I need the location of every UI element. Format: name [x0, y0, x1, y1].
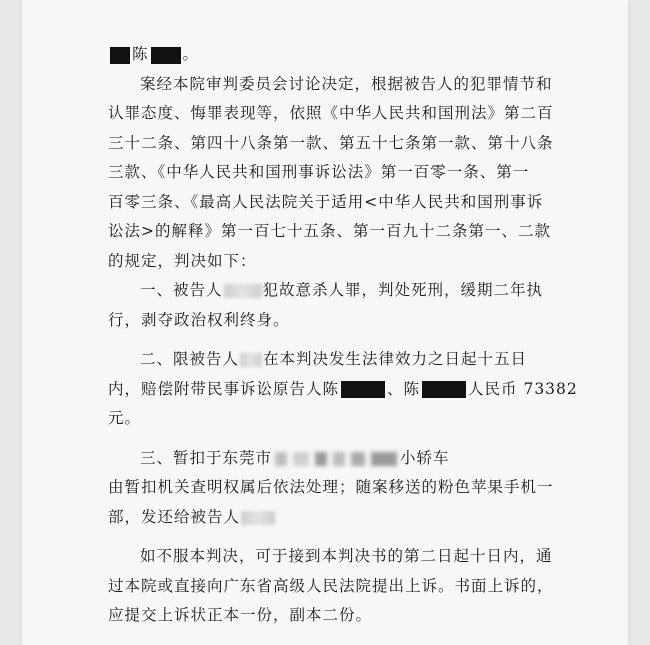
- appeal-line: 应提交上诉状正本一份，副本二份。: [108, 606, 373, 624]
- redaction-block: [110, 47, 130, 64]
- judgment-text: [108, 40, 578, 631]
- paragraph-line: 认罪态度、悔罪表现等，依照《中华人民共和国刑法》第二百: [108, 104, 554, 122]
- paragraph-line: 内，赔偿附带民事诉讼原告人陈 、陈 人民币 73382: [108, 379, 578, 398]
- blurred-plate: [293, 452, 309, 466]
- verdict-item-2: 二、限被告人 在本判决发生法律效力之日起十五日: [140, 350, 528, 368]
- redaction-block: [341, 381, 385, 398]
- paragraph-line: 案经本院审判委员会讨论决定，根据被告人的犯罪情节和: [140, 74, 553, 93]
- verdict-item-3: 三、暂扣于东莞市 小轿车: [140, 448, 450, 467]
- blurred-plate: [333, 452, 345, 466]
- blurred-plate: [351, 452, 365, 466]
- header-line: 陈 。: [108, 40, 540, 70]
- paragraph-line: 由暂扣机关查明权属后依法处理；随案移送的粉色苹果手机一: [108, 478, 554, 496]
- blurred-name: [241, 511, 275, 525]
- redaction-block: [422, 381, 466, 398]
- paragraph-line: 的规定，判决如下：: [108, 251, 257, 270]
- paragraph-line: 行，剥夺政治权利终身。: [108, 310, 290, 329]
- paragraph-line: 元。: [108, 409, 142, 427]
- surname-text: 陈: [132, 45, 149, 63]
- appeal-line: 过本院或直接向广东省高级人民法院提出上诉。书面上诉的，: [108, 576, 554, 595]
- document-page: [22, 0, 628, 645]
- blurred-plate: [371, 452, 397, 466]
- blurred-name: [240, 353, 262, 367]
- paragraph-line: 百零三条、《最高人民法院关于适用<中华人民共和国刑事诉: [108, 192, 544, 211]
- paragraph-line: 讼法>的解释》第一百七十五条、第一百九十二条第一、二款: [108, 222, 551, 240]
- paragraph-line: 三款、《中华人民共和国刑事诉讼法》第一百零一条、第一: [108, 163, 530, 181]
- paragraph-line: 三十二条、第四十八条第一款、第五十七条第一款、第十八条: [108, 133, 554, 152]
- blurred-plate: [315, 452, 327, 466]
- verdict-item-1: 一、被告人 犯故意杀人罪，判处死刑，缓期二年执: [140, 281, 544, 299]
- redaction-block: [151, 47, 181, 64]
- paragraph-line: 部，发还给被告人: [108, 503, 540, 533]
- blurred-plate: [275, 452, 287, 466]
- appeal-line: 如不服本判决，可于接到本判决书的第二日起十日内，通: [140, 547, 553, 565]
- blurred-name: [224, 284, 262, 298]
